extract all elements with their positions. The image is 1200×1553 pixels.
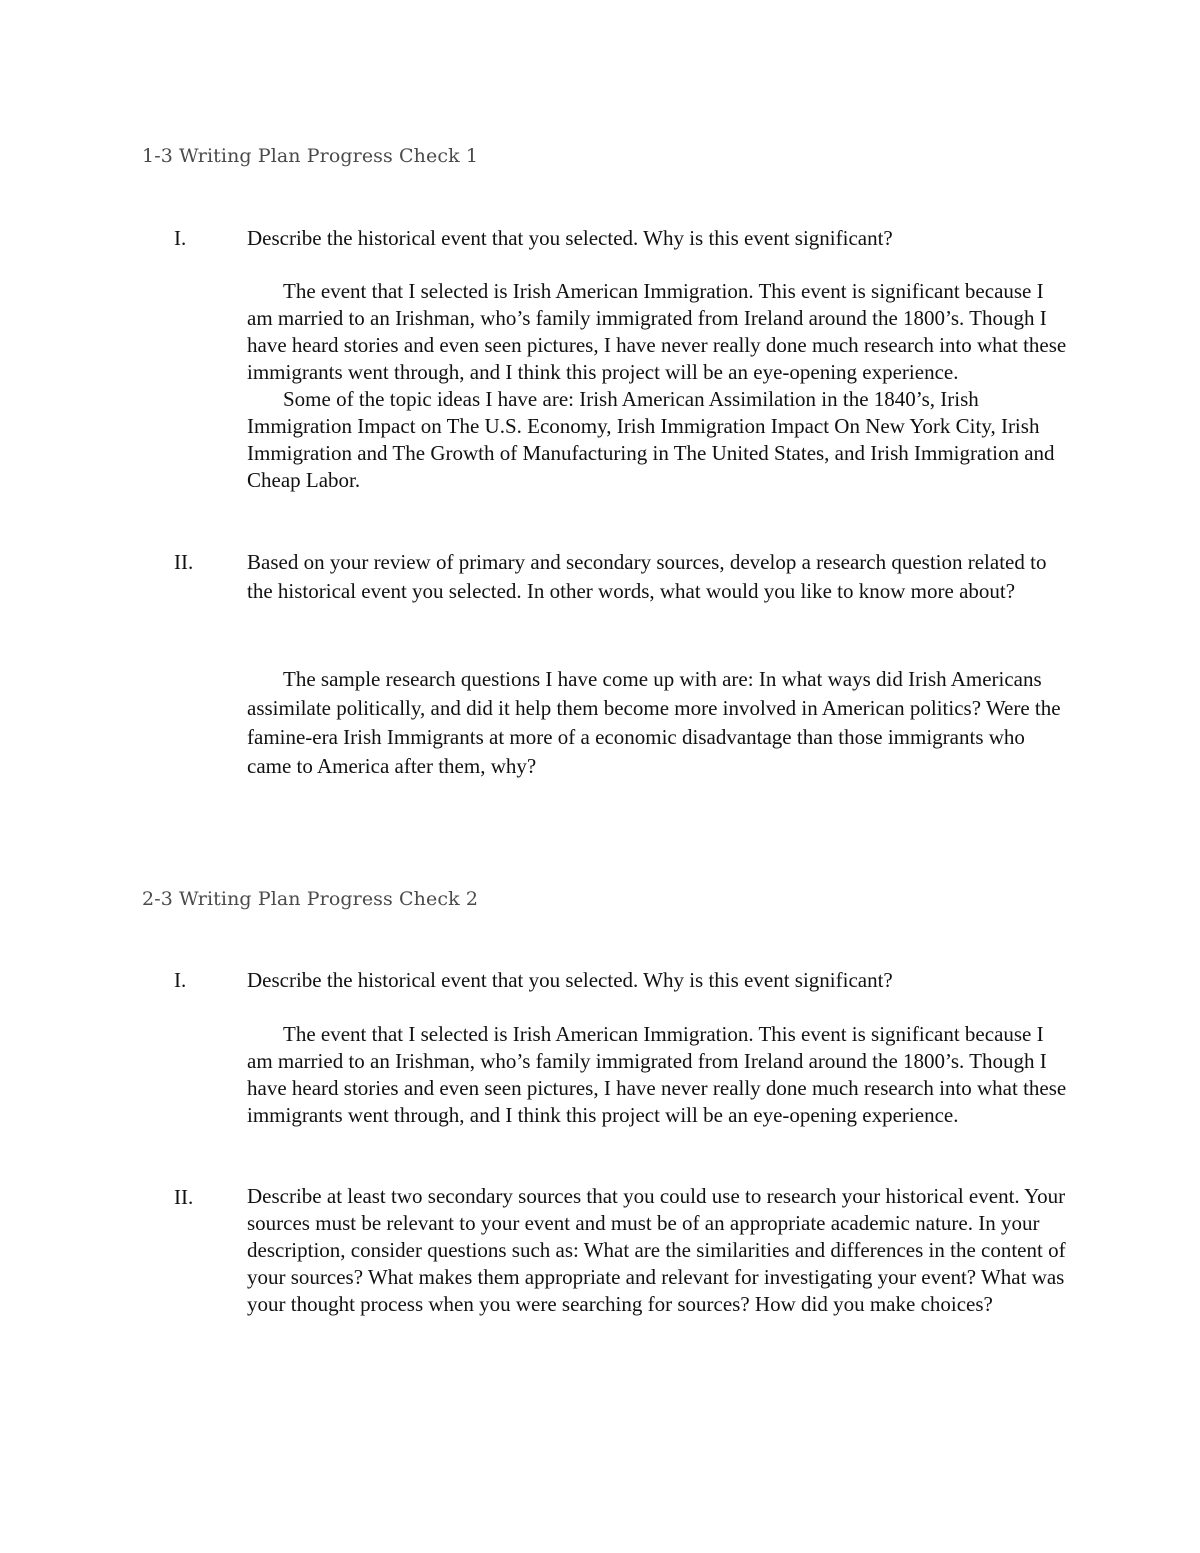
section-heading: 2-3 Writing Plan Progress Check 2 — [142, 888, 479, 910]
question-paragraph: Describe at least two secondary sources that you could use to research your historical event. Your sources must be relevant to your event and must be of an appropriate academic nature. In your description, consider questions such as: What are the similarities and differences in the content of your sources? What makes them appropriate and relevant for investigating your event? What was your thought process when you were searching for sources? How did you make choices? — [247, 1184, 1066, 1316]
item-numeral: I. — [174, 226, 187, 250]
answer-paragraph: The event that I selected is Irish American Immigration. This event is significant because I am married to an Irishman, who’s family immigrated from Ireland around the 1800’s. Though I have heard stories and even seen pictures, I have never really done much research into what these immigrants went through, and I think this project will be an eye-opening experience. — [247, 279, 1067, 384]
answer-text — [247, 665, 1067, 781]
item-numeral: I. — [174, 968, 187, 992]
answer-paragraph: The sample research questions I have come up with are: In what ways did Irish Americans assimilate politically, and did it help them become more involved in American politics? Were the famine-era Irish Immigrants at more of a economic disadvantage than those immigrants who came to America after them, why? — [247, 667, 1061, 778]
answer-paragraph: The event that I selected is Irish American Immigration. This event is significant because I am married to an Irishman, who’s family immigrated from Ireland around the 1800’s. Though I have heard stories and even seen pictures, I have never really done much research into what these immigrants went through, and I think this project will be an eye-opening experience. — [247, 1022, 1067, 1127]
question-paragraph: Based on your review of primary and secondary sources, develop a research question related to the historical event you selected. In other words, what would you like to know more about? — [247, 550, 1047, 603]
answer-paragraph: Some of the topic ideas I have are: Irish American Assimilation in the 1840’s, Irish Immigration Impact on The U.S. Economy, Irish Immigration Impact On New York City, Irish Immigration and The Growth of Manufacturing in The United States, and Irish Immigration and Cheap Labor. — [247, 387, 1055, 492]
question-paragraph: Describe the historical event that you selected. Why is this event significant? — [247, 226, 893, 250]
question-text — [247, 224, 1067, 253]
question-text — [247, 548, 1067, 606]
question-paragraph: Describe the historical event that you selected. Why is this event significant? — [247, 968, 893, 992]
item-numeral: II. — [174, 1185, 194, 1209]
question-text — [247, 1183, 1067, 1318]
answer-text — [247, 1021, 1067, 1129]
section-heading: 1-3 Writing Plan Progress Check 1 — [142, 145, 479, 167]
question-text — [247, 966, 1067, 995]
item-numeral: II. — [174, 550, 194, 574]
answer-text — [247, 278, 1067, 494]
